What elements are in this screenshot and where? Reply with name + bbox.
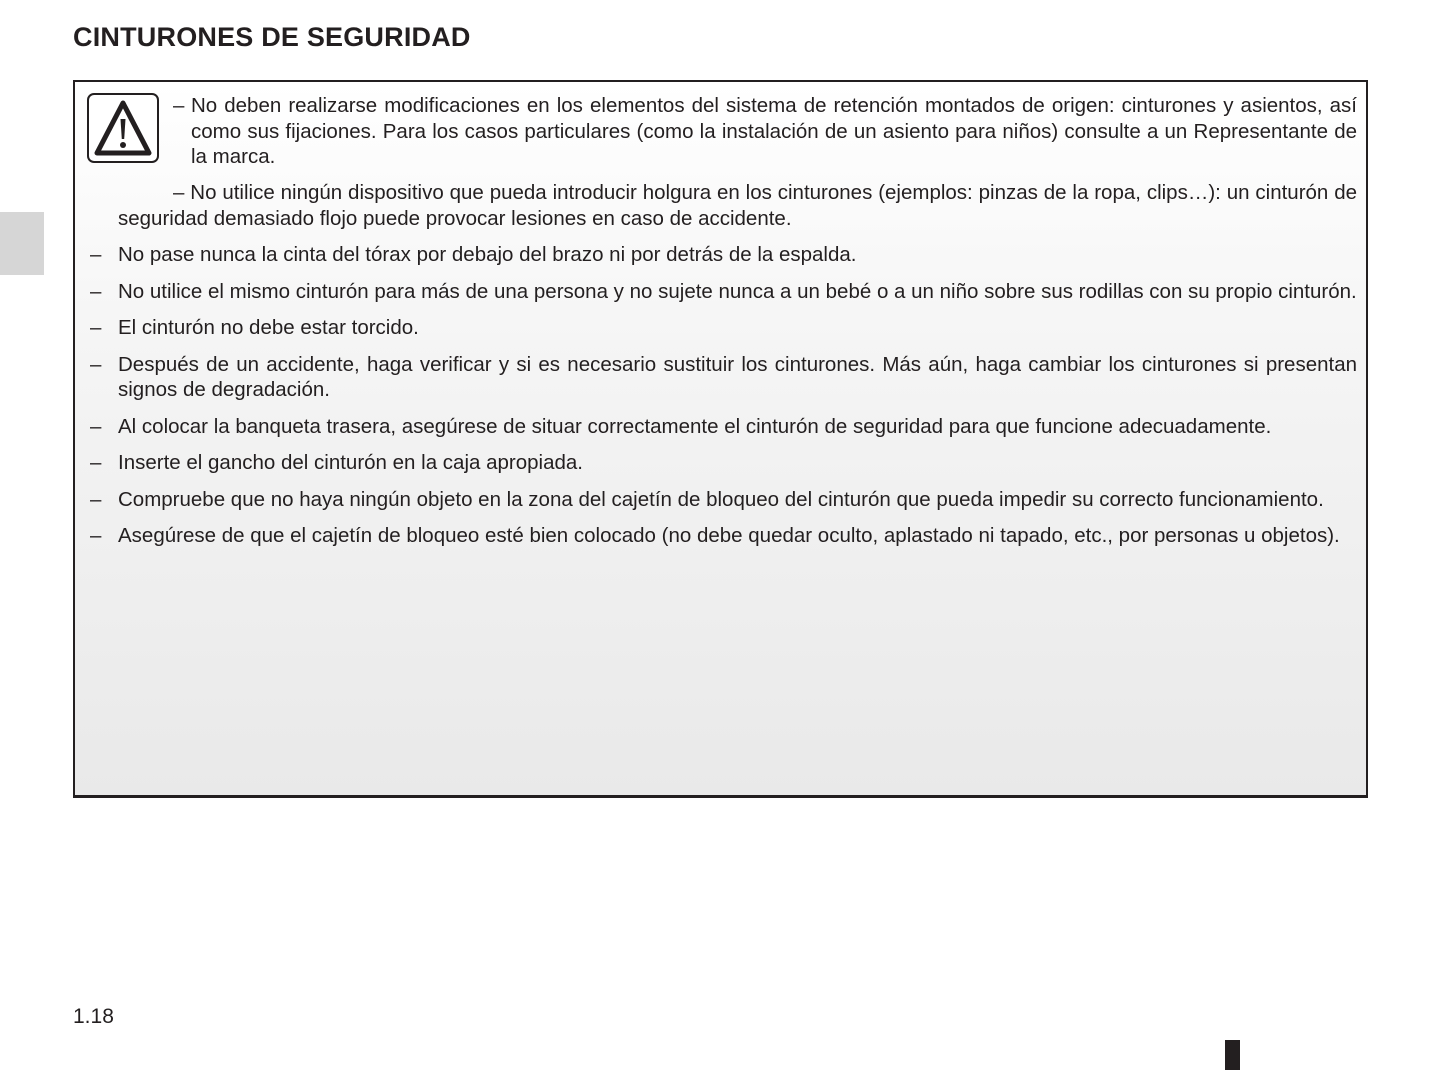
warning-triangle-icon <box>87 93 159 163</box>
list-dash: – <box>90 414 102 438</box>
warning-first-item-text: No deben realizarse modificaciones en los elementos del sistema de retención montados de origen: cinturones y asientos, así como sus fijaciones. Para los casos particulares (como la instalación de un asiento para niños) consulte a un Representante de la marca. <box>191 94 1357 168</box>
list-dash: – <box>90 316 102 339</box>
page-title: CINTURONES DE SEGURIDAD <box>73 22 471 52</box>
list-item <box>90 450 1357 476</box>
chapter-tab-marker <box>0 212 44 275</box>
list-dash: – <box>90 243 102 266</box>
list-item <box>90 487 1357 513</box>
list-item-text: El cinturón no debe estar torcido. <box>118 316 419 339</box>
list-dash: – <box>90 487 102 511</box>
page-number: 1.18 <box>73 1005 114 1028</box>
list-item-text: Asegúrese de que el cajetín de bloqueo esté bien colocado (no debe quedar oculto, aplastado ni tapado, etc., por personas u objetos). <box>118 524 1340 547</box>
list-dash: – <box>90 524 102 547</box>
list-dash: – <box>173 94 185 117</box>
list-item-text: Compruebe que no haya ningún objeto en la zona del cajetín de bloqueo del cinturón que pueda impedir su correcto funcionamiento. <box>118 487 1324 511</box>
list-item <box>90 414 1357 440</box>
warning-box <box>73 80 1368 798</box>
list-item-text: Al colocar la banqueta trasera, asegúrese de situar correctamente el cinturón de seguridad para que funcione adecuadamente. <box>118 414 1272 438</box>
warning-second-item: – No utilice ningún dispositivo que pueda introducir holgura en los cinturones (ejemplos: pinzas de la ropa, clips…): un cinturón de seguridad demasiado flojo puede provocar lesiones en caso de accidente. <box>118 181 1357 230</box>
list-dash: – <box>90 279 102 303</box>
list-item-text: No utilice el mismo cinturón para más de una persona y no sujete nunca a un bebé o a un niño sobre sus rodillas con su propio cinturón. <box>118 279 1357 303</box>
warning-list <box>90 242 1357 560</box>
page-edge-marker <box>1225 1040 1240 1070</box>
list-item <box>90 523 1357 549</box>
list-dash: – <box>90 352 102 376</box>
list-item <box>90 352 1357 403</box>
list-item-text: Después de un accidente, haga verificar y si es necesario sustituir los cinturones. Más aún, haga cambiar los cinturones si presentan signos de degradación. <box>118 352 1357 401</box>
list-item-text: Inserte el gancho del cinturón en la caja apropiada. <box>118 451 583 474</box>
list-item <box>90 279 1357 305</box>
warning-first-item <box>173 93 1357 170</box>
list-item <box>90 242 1357 268</box>
list-dash: – <box>90 451 102 474</box>
list-item <box>90 315 1357 341</box>
list-item-text: No pase nunca la cinta del tórax por debajo del brazo ni por detrás de la espalda. <box>118 243 857 266</box>
